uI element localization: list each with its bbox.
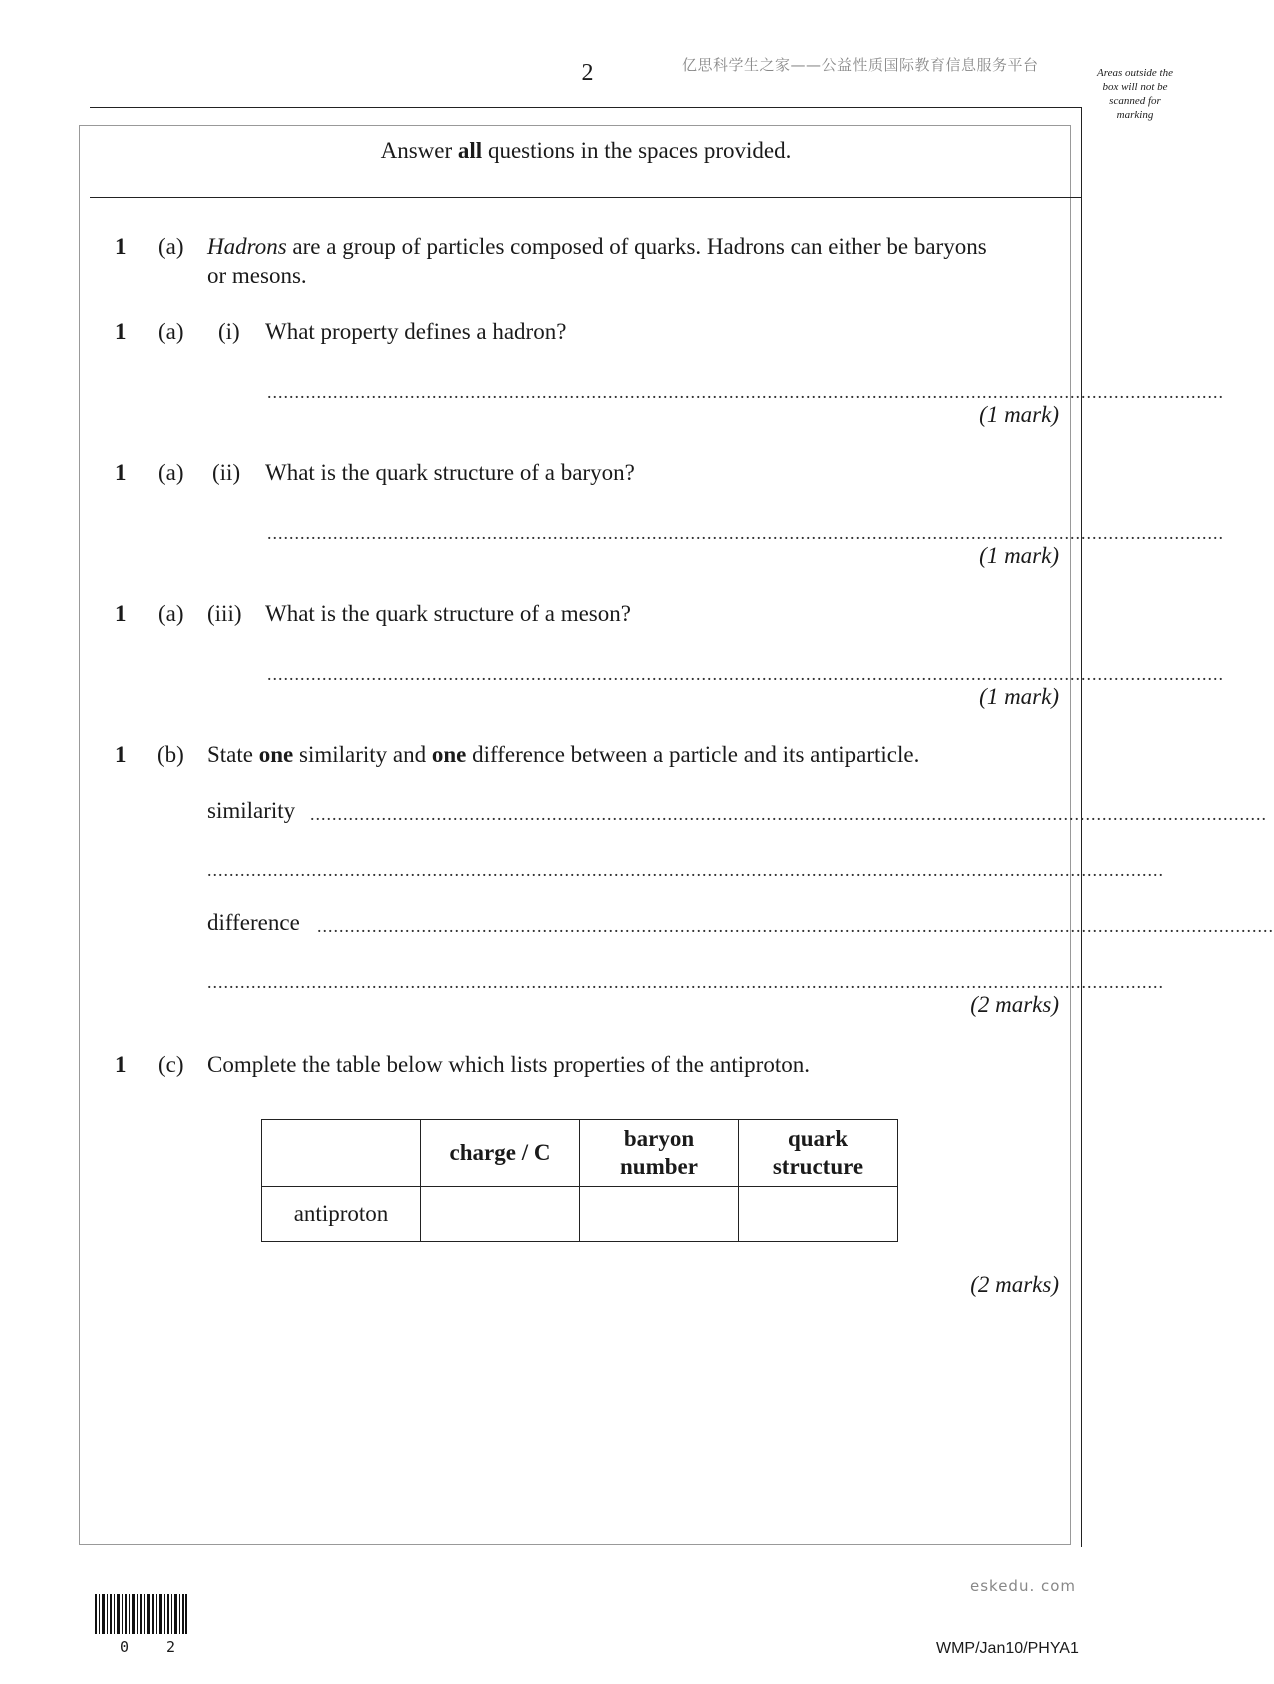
q1b-t2: similarity and: [293, 742, 432, 767]
header-baryon-line1: baryon: [623, 1126, 695, 1151]
instruction: [90, 138, 1082, 164]
header-cell-empty: [262, 1120, 421, 1187]
quark-structure-answer-cell[interactable]: [739, 1187, 898, 1242]
row-label-antiproton: antiproton: [262, 1187, 421, 1242]
q1ai-sub: (i): [218, 319, 240, 344]
barcode-number: 0 2: [120, 1638, 190, 1656]
header-cell-quark-structure: [739, 1120, 898, 1187]
similarity-answer-line-1[interactable]: ..............................................................................................................................................................................: [310, 804, 1267, 824]
q1aii-text: What is the quark structure of a baryon?: [265, 460, 635, 485]
q1c-text: Complete the table below which lists properties of the antiproton.: [207, 1052, 810, 1077]
q1c-mark: (2 marks): [970, 1272, 1059, 1297]
q1aiii-number: 1: [115, 601, 127, 626]
q1a-part: (a): [158, 234, 184, 259]
q1aii-sub: (ii): [212, 460, 241, 485]
q1aii-mark: (1 mark): [979, 543, 1059, 568]
q1c-number: 1: [115, 1052, 127, 1077]
q1a-text: [207, 232, 1067, 290]
q1aiii-mark: (1 mark): [979, 684, 1059, 709]
watermark-text: 亿思科学生之家——公益性质国际教育信息服务平台: [682, 56, 1039, 74]
q1ai-answer-line[interactable]: ..............................................................................................................................................................................: [267, 382, 1224, 402]
table-header-row: [262, 1120, 898, 1187]
instruction-pre: Answer: [380, 138, 458, 163]
q1b-text: [207, 740, 1067, 769]
difference-label: difference: [207, 910, 300, 935]
q1a-text-line2: or mesons.: [207, 263, 307, 288]
q1aiii-part: (a): [158, 601, 184, 626]
q1aii-answer-line[interactable]: ..............................................................................................................................................................................: [267, 523, 1224, 543]
header-cell-charge: charge / C: [421, 1120, 580, 1187]
footer-site: eskedu. com: [970, 1577, 1077, 1595]
q1aiii-answer-line[interactable]: ..............................................................................................................................................................................: [267, 664, 1224, 684]
q1ai-number: 1: [115, 319, 127, 344]
similarity-answer-line-2[interactable]: ..............................................................................................................................................................................: [207, 860, 1164, 880]
table-row: [262, 1187, 898, 1242]
header-baryon-line2: number: [620, 1154, 698, 1179]
q1aii-number: 1: [115, 460, 127, 485]
q1b-b2: one: [431, 742, 467, 767]
q1aii-part: (a): [158, 460, 184, 485]
right-margin-rule: [1081, 107, 1082, 1547]
q1b-t1: State: [207, 742, 259, 767]
paper-code: WMP/Jan10/PHYA1: [936, 1640, 1079, 1657]
q1c-part: (c): [158, 1052, 184, 1077]
q1b-b1: one: [258, 742, 294, 767]
q1aiii-sub: (iii): [207, 601, 242, 626]
similarity-label: similarity: [207, 798, 296, 823]
margin-note: Areas outside the box will not be scanned for marking: [1097, 67, 1173, 121]
instruction-post: questions in the spaces provided.: [482, 138, 792, 163]
q1a-number: 1: [115, 234, 127, 259]
header-quark-line2: structure: [772, 1154, 864, 1179]
q1ai-part: (a): [158, 319, 184, 344]
header-cell-baryon-number: [580, 1120, 739, 1187]
q1ai-text: What property defines a hadron?: [265, 319, 567, 344]
top-rule: [90, 107, 1082, 108]
difference-answer-line-1[interactable]: ..............................................................................................................................................................................: [317, 916, 1274, 936]
header-rule: [90, 197, 1082, 198]
barcode-icon: [95, 1594, 187, 1634]
q1ai-mark: (1 mark): [979, 402, 1059, 427]
charge-answer-cell[interactable]: [421, 1187, 580, 1242]
q1aiii-text: What is the quark structure of a meson?: [265, 601, 631, 626]
q1b-t3: difference between a particle and its antiparticle.: [466, 742, 920, 767]
q1a-text-em: Hadrons: [207, 234, 287, 259]
header-quark-line1: quark: [787, 1126, 849, 1151]
page-number: 2: [581, 60, 594, 86]
q1b-mark: (2 marks): [970, 992, 1059, 1017]
antiproton-properties-table: [261, 1119, 898, 1242]
instruction-bold: all: [457, 138, 483, 163]
q1b-number: 1: [115, 742, 127, 767]
q1b-part: (b): [157, 742, 184, 767]
difference-answer-line-2[interactable]: ..............................................................................................................................................................................: [207, 972, 1164, 992]
q1a-text-line1: are a group of particles composed of quarks. Hadrons can either be baryons: [286, 234, 987, 259]
baryon-number-answer-cell[interactable]: [580, 1187, 739, 1242]
